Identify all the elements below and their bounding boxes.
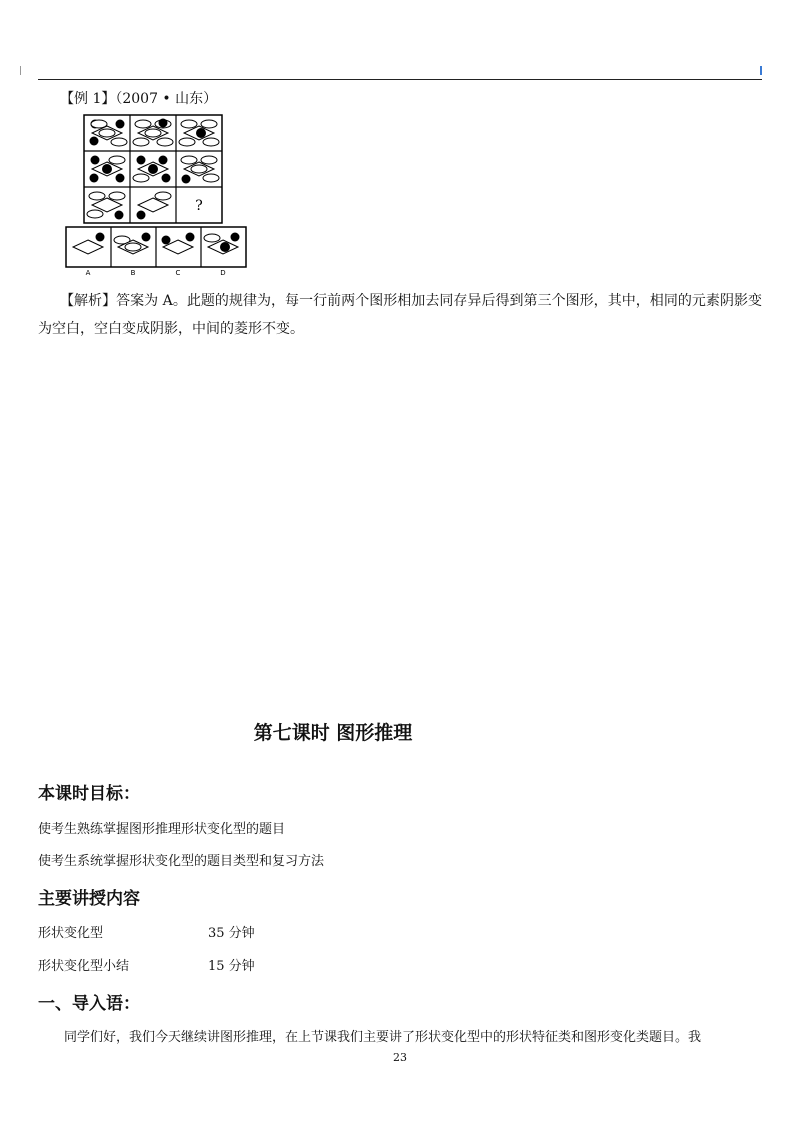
figure-reasoning-puzzle	[62, 113, 262, 278]
puzzle-cell-1-3	[179, 120, 219, 146]
page-number: 23	[393, 1051, 407, 1064]
puzzle-cell-2-2	[133, 156, 171, 183]
goal-item: 使考生系统掌握形状变化型的题目类型和复习方法	[38, 854, 325, 869]
option-label-c: C	[175, 269, 181, 277]
puzzle-option-a	[73, 233, 105, 255]
content-row-name: 形状变化型小结	[38, 959, 130, 974]
content-row-time: 35 分钟	[208, 926, 255, 941]
puzzle-option-d	[204, 233, 240, 255]
puzzle-cell-3-2	[137, 192, 172, 220]
puzzle-cell-1-1	[90, 120, 128, 147]
intro-paragraph: 同学们好，我们今天继续讲图形推理，在上节课我们主要讲了形状变化型中的形状特征类和图形变化类题目。我	[64, 1030, 702, 1045]
analysis-paragraph: 【解析】答案为 A。此题的规律为，每一行前两个图形相加去同存异后得到第三个图形，其中，相同的元素阴影变为空白，空白变成阴影，中间的菱形不变。	[38, 293, 762, 337]
puzzle-cell-1-2	[133, 119, 173, 147]
puzzle-option-c	[162, 233, 195, 255]
intro-heading: 一、导入语：	[38, 994, 140, 1014]
puzzle-option-b	[114, 233, 151, 255]
option-label-a: A	[85, 269, 91, 277]
puzzle-cell-3-1	[87, 192, 125, 220]
lesson-title: 第七课时 图形推理	[253, 722, 413, 744]
content-row-time: 15 分钟	[208, 959, 255, 974]
puzzle-cell-2-3	[181, 156, 219, 184]
header-right-mark	[760, 66, 762, 75]
example-label: 【例 1】（2007 • 山东）	[60, 91, 218, 107]
header-left-mark	[20, 66, 21, 75]
header-rule	[38, 79, 762, 80]
goal-item: 使考生熟练掌握图形推理形状变化型的题目	[38, 822, 286, 837]
puzzle-cell-2-1	[90, 156, 126, 183]
option-label-b: B	[130, 269, 136, 277]
puzzle-question-mark: ?	[195, 198, 203, 214]
content-row-name: 形状变化型	[38, 926, 104, 941]
option-label-d: D	[220, 269, 226, 277]
goals-heading: 本课时目标：	[38, 784, 140, 804]
content-heading: 主要讲授内容	[38, 889, 140, 909]
